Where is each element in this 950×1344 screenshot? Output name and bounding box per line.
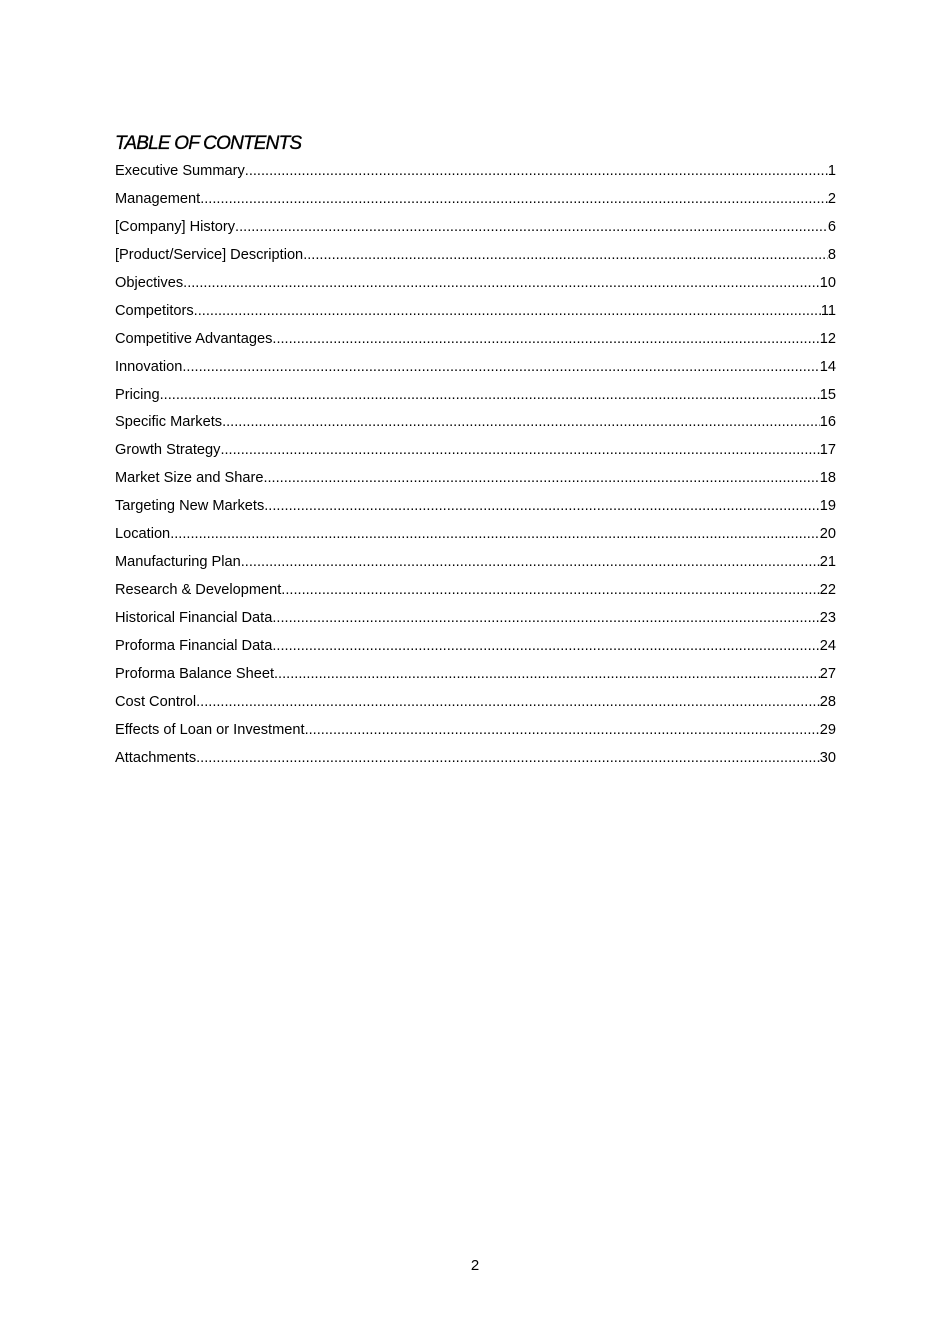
toc-entry-label: Location	[115, 526, 171, 543]
toc-entry-label: [Product/Service] Description	[115, 246, 304, 263]
toc-entry-label: Proforma Financial Data	[115, 637, 273, 654]
toc-entry-page: 18	[819, 470, 836, 487]
toc-entry-page: 29	[819, 721, 836, 738]
toc-entry-page: 16	[819, 414, 836, 431]
toc-entry[interactable]	[115, 551, 836, 579]
dot-leader	[183, 272, 820, 294]
toc-entry-label: Management	[115, 190, 201, 207]
toc-entry-label: Specific Markets	[115, 414, 223, 431]
dot-leader	[196, 691, 820, 713]
toc-entry[interactable]	[115, 300, 836, 328]
toc-entry[interactable]	[115, 160, 836, 188]
toc-entry[interactable]	[115, 328, 836, 356]
toc-entry-page: 21	[819, 554, 836, 571]
toc-entry[interactable]	[115, 579, 836, 607]
toc-entry-label: Pricing	[115, 386, 160, 403]
toc-entry[interactable]	[115, 272, 836, 300]
toc-entry[interactable]	[115, 747, 836, 775]
toc-entry-label: Competitors	[115, 302, 194, 319]
toc-entry[interactable]	[115, 719, 836, 747]
dot-leader	[196, 747, 820, 769]
toc-entry-page: 10	[819, 274, 836, 291]
toc-entry[interactable]	[115, 188, 836, 216]
toc-entry-label: Market Size and Share	[115, 470, 264, 487]
toc-entry-page: 20	[819, 526, 836, 543]
toc-entry-page: 19	[819, 498, 836, 515]
dot-leader	[222, 411, 820, 433]
dot-leader	[241, 551, 820, 573]
dot-leader	[220, 439, 819, 461]
toc-entry-label: Proforma Balance Sheet	[115, 665, 274, 682]
toc-entry[interactable]	[115, 663, 836, 691]
dot-leader	[274, 663, 820, 685]
toc-entry-label: Growth Strategy	[115, 442, 221, 459]
toc-entry[interactable]	[115, 411, 836, 439]
toc-entry-page: 2	[827, 190, 836, 207]
toc-entry-page: 12	[819, 330, 836, 347]
toc-entry-label: Research & Development	[115, 582, 282, 599]
dot-leader	[263, 467, 819, 489]
toc-entry-label: Targeting New Markets	[115, 498, 265, 515]
toc-entry-page: 23	[819, 610, 836, 626]
toc-title: TABLE OF CONTENTS	[115, 133, 302, 154]
dot-leader	[170, 523, 820, 545]
toc-entry-page: 28	[819, 693, 836, 710]
dot-leader	[281, 579, 819, 601]
toc-entry-page: 22	[819, 582, 836, 599]
toc-entry-label: Cost Control	[115, 693, 197, 710]
toc-entry[interactable]	[115, 691, 836, 719]
dot-leader	[272, 607, 819, 629]
toc-entry-page: 1	[827, 163, 836, 179]
toc-entry-label: Innovation	[115, 358, 183, 375]
toc-entry-page: 17	[819, 442, 836, 459]
page-number: 2	[470, 1257, 480, 1274]
toc-entry-page: 24	[819, 637, 836, 654]
toc-entry-label: Attachments	[115, 749, 197, 766]
toc-entry[interactable]	[115, 607, 836, 635]
toc-entry-label: Competitive Advantages	[115, 330, 273, 347]
dot-leader	[264, 495, 820, 517]
dot-leader	[235, 216, 828, 238]
toc-entry-page: 6	[827, 218, 836, 235]
toc-entry[interactable]	[115, 356, 836, 384]
dot-leader	[194, 300, 821, 322]
toc-entry-label: Manufacturing Plan	[115, 554, 241, 571]
toc-entry-label: [Company] History	[115, 218, 236, 235]
toc-entry-page: 15	[819, 386, 836, 403]
toc-entry[interactable]	[115, 244, 836, 272]
toc-entry[interactable]	[115, 384, 836, 412]
toc-entry-label: Objectives	[115, 274, 184, 291]
toc-entry-page: 8	[827, 246, 836, 263]
dot-leader	[272, 328, 819, 350]
dot-leader	[182, 356, 819, 378]
toc-entry-page: 30	[819, 749, 836, 766]
toc-entry[interactable]	[115, 523, 836, 551]
toc-entry[interactable]	[115, 467, 836, 495]
toc-entry[interactable]	[115, 495, 836, 523]
toc-entry[interactable]	[115, 216, 836, 244]
dot-leader	[160, 384, 820, 406]
toc-entry[interactable]	[115, 635, 836, 663]
table-of-contents	[115, 160, 836, 775]
toc-entry-page: 11	[820, 302, 836, 319]
toc-entry-label: Executive Summary	[115, 163, 245, 179]
toc-entry-page: 14	[819, 358, 836, 375]
toc-entry-label: Historical Financial Data	[115, 610, 273, 626]
dot-leader	[245, 160, 828, 182]
toc-entry[interactable]	[115, 439, 836, 467]
toc-entry-page: 27	[819, 665, 836, 682]
dot-leader	[272, 635, 819, 657]
dot-leader	[305, 719, 820, 741]
toc-entry-label: Effects of Loan or Investment	[115, 721, 305, 738]
dot-leader	[303, 244, 828, 266]
dot-leader	[200, 188, 828, 210]
